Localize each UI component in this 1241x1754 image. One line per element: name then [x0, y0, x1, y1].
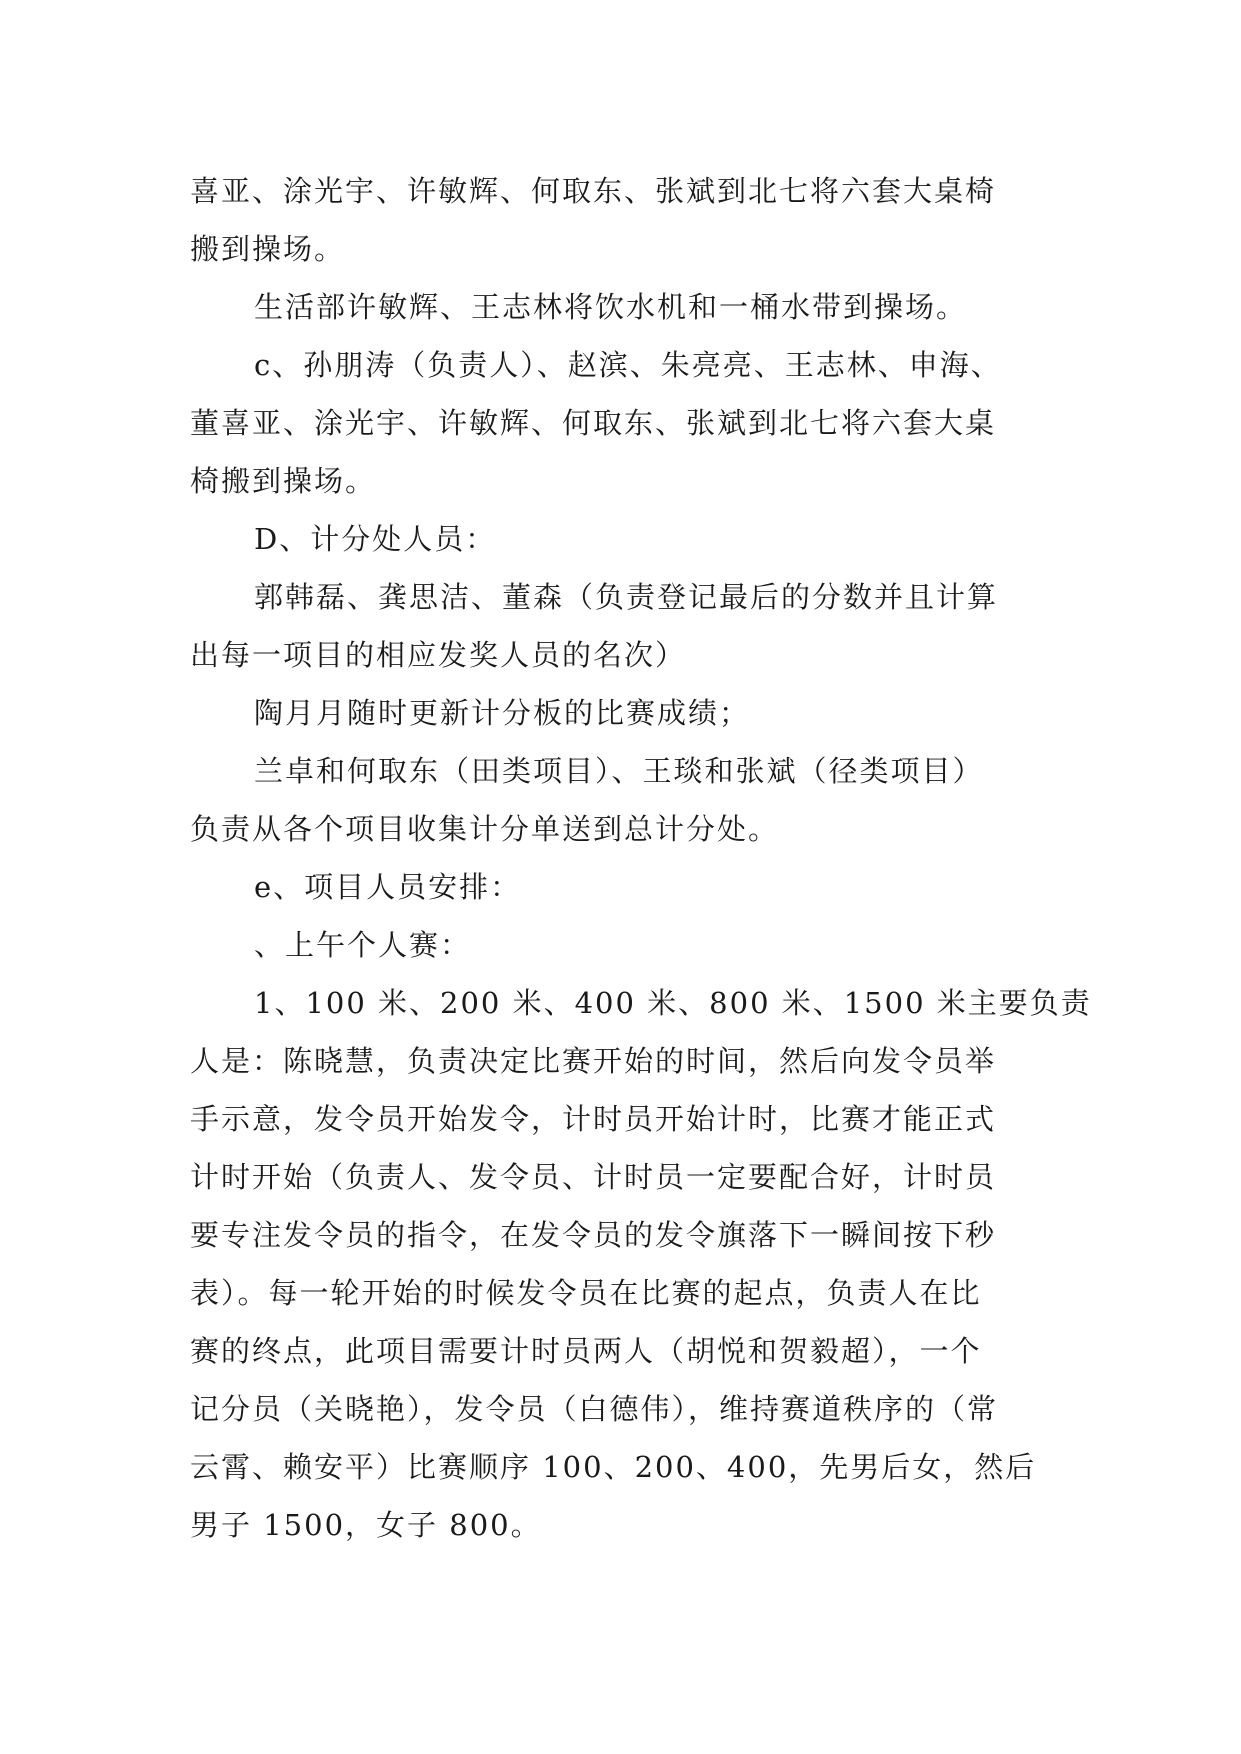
text-line: 负责从各个项目收集计分单送到总计分处。 [190, 812, 780, 846]
text-line: 赛的终点，此项目需要计时员两人（胡悦和贺毅超），一个 [190, 1334, 982, 1368]
document-body [190, 162, 1092, 1554]
text-line: e、项目人员安排： [254, 870, 522, 904]
text-line: 郭韩磊、龚思洁、董森（负责登记最后的分数并且计算 [254, 580, 999, 614]
text-line: 喜亚、涂光宇、许敏辉、何取东、张斌到北七将六套大桌椅 [190, 174, 997, 208]
text-line: 手示意，发令员开始发令，计时员开始计时，比赛才能正式 [190, 1102, 997, 1136]
text-line: 表）。每一轮开始的时候发令员在比赛的起点，负责人在比 [190, 1276, 982, 1310]
text-line: 兰卓和何取东（田类项目）、王琰和张斌（径类项目） [254, 754, 984, 788]
text-line: 生活部许敏辉、王志林将饮水机和一桶水带到操场。 [254, 290, 968, 324]
text-line: 1、100 米、200 米、400 米、800 米、1500 米主要负责 [254, 986, 1092, 1020]
text-line: 记分员（关晓艳），发令员（白德伟），维持赛道秩序的（常 [190, 1392, 999, 1426]
text-line: D、计分处人员： [254, 522, 497, 556]
text-line: 、上午个人赛： [254, 928, 472, 962]
text-line: 云霄、赖安平）比赛顺序 100、200、400，先男后女，然后 [190, 1450, 1037, 1484]
text-line: c、孙朋涛（负责人）、赵滨、朱亮亮、王志林、申海、 [254, 348, 1002, 382]
text-line: 出每一项目的相应发奖人员的名次） [190, 638, 687, 672]
text-line: 人是：陈晓慧，负责决定比赛开始的时间，然后向发令员举 [190, 1044, 997, 1078]
text-line: 计时开始（负责人、发令员、计时员一定要配合好，计时员 [190, 1160, 997, 1194]
text-line: 董喜亚、涂光宇、许敏辉、何取东、张斌到北七将六套大桌 [190, 406, 997, 440]
text-line: 要专注发令员的指令，在发令员的发令旗落下一瞬间按下秒 [190, 1218, 997, 1252]
text-line: 陶月月随时更新计分板的比赛成绩； [254, 696, 751, 730]
text-line: 椅搬到操场。 [190, 464, 377, 498]
text-line: 男子 1500，女子 800。 [190, 1508, 542, 1542]
text-line: 搬到操场。 [190, 232, 346, 266]
